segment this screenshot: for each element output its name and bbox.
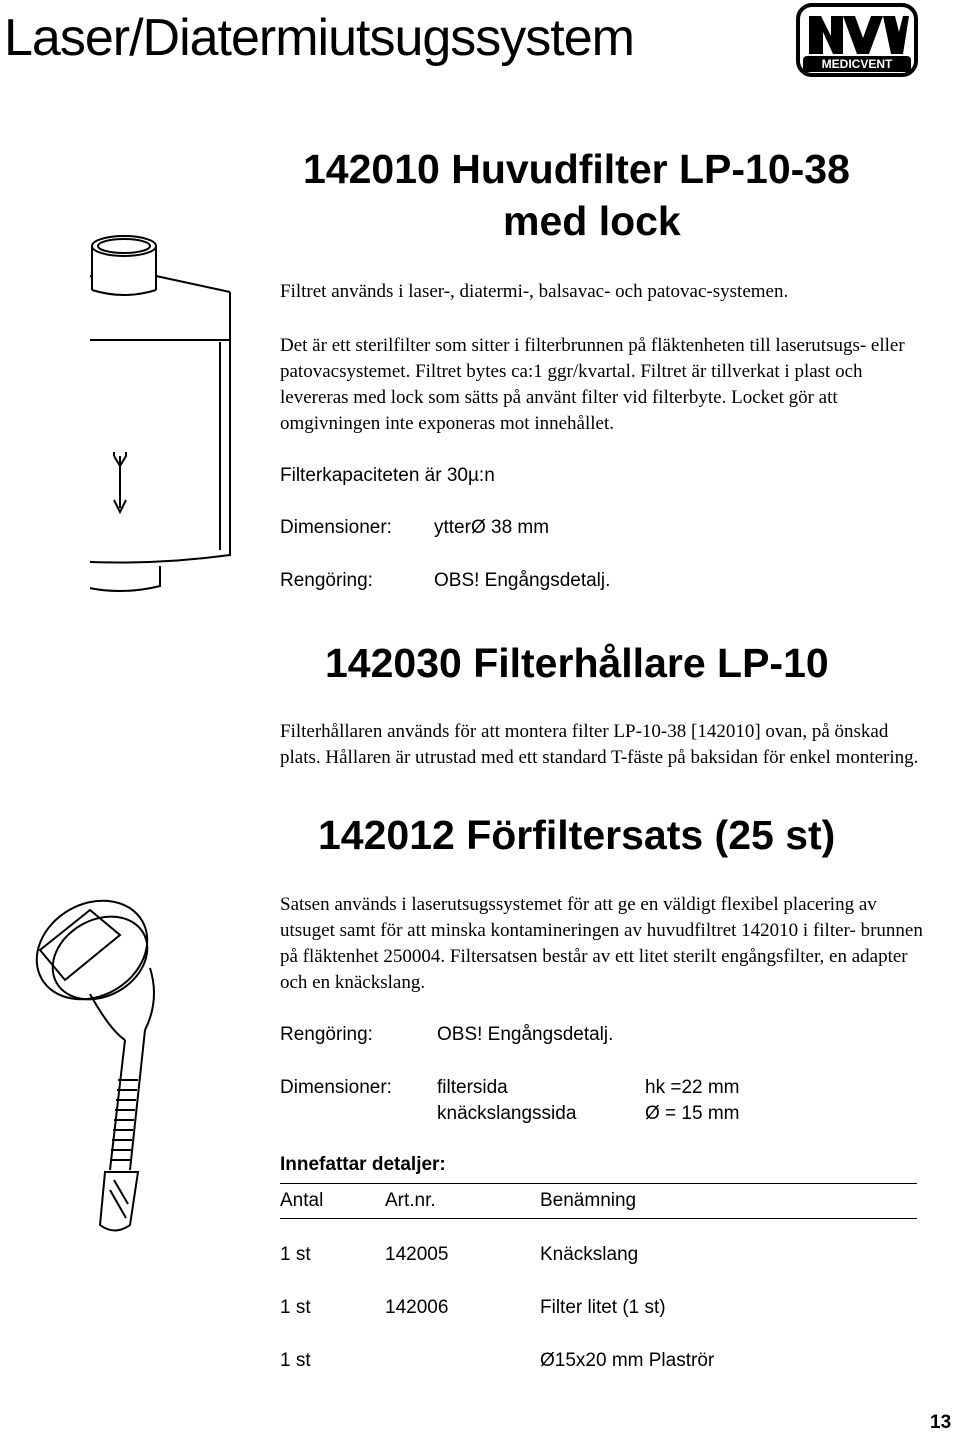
cleaning-label: Rengöring: (280, 1024, 373, 1045)
cleaning-label: Rengöring: (280, 570, 373, 591)
cleaning-value: OBS! Engångsdetalj. (434, 570, 611, 591)
logo-graphic (795, 2, 920, 78)
product-description: Satsen används i laserutsugssystemet för att ge en väldigt flexibel placering av utsuget samt för att minska kontamineringen av huvudfiltret 142010 i filter- brunnen på fläktenhet 250004. Filtersatsen består av ett litet sterilt engångsfilter, en adapter och en knäckslang. (280, 894, 923, 993)
table-header-antal: Antal (280, 1190, 324, 1211)
medicvent-logo (795, 2, 920, 78)
table-cell-quantity: 1 st (280, 1244, 311, 1265)
product-title-142030: 142030 Filterhållare LP-10 (325, 640, 829, 686)
page-title: Laser/Diatermiutsugssystem (4, 9, 634, 67)
table-header-benamning: Benämning (540, 1190, 637, 1211)
product-description: Filterhållaren används för att montera filter LP-10-38 [142010] ovan, på önskad plats. Hållaren är utrustad med ett standard T-fäste på baksidan för enkel montering. (280, 721, 919, 768)
prefilter-illustration (30, 880, 200, 1250)
filter-capacity: Filterkapaciteten är 30µ:n (280, 465, 495, 486)
dimensions-label: Dimensioner: (280, 1077, 392, 1098)
dimensions-label: Dimensioner: (280, 517, 392, 538)
table-divider (280, 1183, 917, 1184)
table-cell-article-number: 142006 (385, 1297, 449, 1318)
dimensions-value: ytterØ 38 mm (434, 517, 550, 538)
table-header-artnr: Art.nr. (385, 1190, 436, 1211)
filter-illustration (90, 230, 240, 610)
table-cell-article-number: 142005 (385, 1244, 449, 1265)
product-description: Det är ett sterilfilter som sitter i filterbrunnen på fläktenheten till laserutsugs- eller patovacsystemet. Filtret bytes ca:1 ggr/kvartal. Filtret är tillverkat i plast och levereras med lock som sätts på använt filter vid filterbyte. Locket gör att omgivningen inte exponeras mot innehållet. (280, 335, 905, 434)
product-title-142012: 142012 Förfiltersats (25 st) (318, 812, 836, 858)
product-intro: Filtret används i laser-, diatermi-, balsavac- och patovac-systemen. (280, 281, 789, 302)
cleaning-value: OBS! Engångsdetalj. (437, 1024, 614, 1045)
dimension-value: hk =22 mm (645, 1077, 740, 1098)
logo-text: MEDICVENT (821, 57, 893, 71)
product-title-142010: 142010 Huvudfilter LP-10-38 (303, 146, 850, 192)
dimension-part: knäckslangssida (437, 1103, 577, 1124)
table-cell-quantity: 1 st (280, 1297, 311, 1318)
table-cell-quantity: 1 st (280, 1350, 311, 1371)
product-title-142010-line2: med lock (503, 198, 681, 244)
dimension-part: filtersida (437, 1077, 508, 1098)
table-divider (280, 1218, 917, 1219)
table-cell-name: Knäckslang (540, 1244, 639, 1265)
page-number: 13 (930, 1412, 952, 1433)
table-cell-name: Filter litet (1 st) (540, 1297, 666, 1318)
table-cell-name: Ø15x20 mm Plaströr (540, 1350, 715, 1371)
dimension-value: Ø = 15 mm (645, 1103, 740, 1124)
parts-table-heading: Innefattar detaljer: (280, 1154, 446, 1175)
